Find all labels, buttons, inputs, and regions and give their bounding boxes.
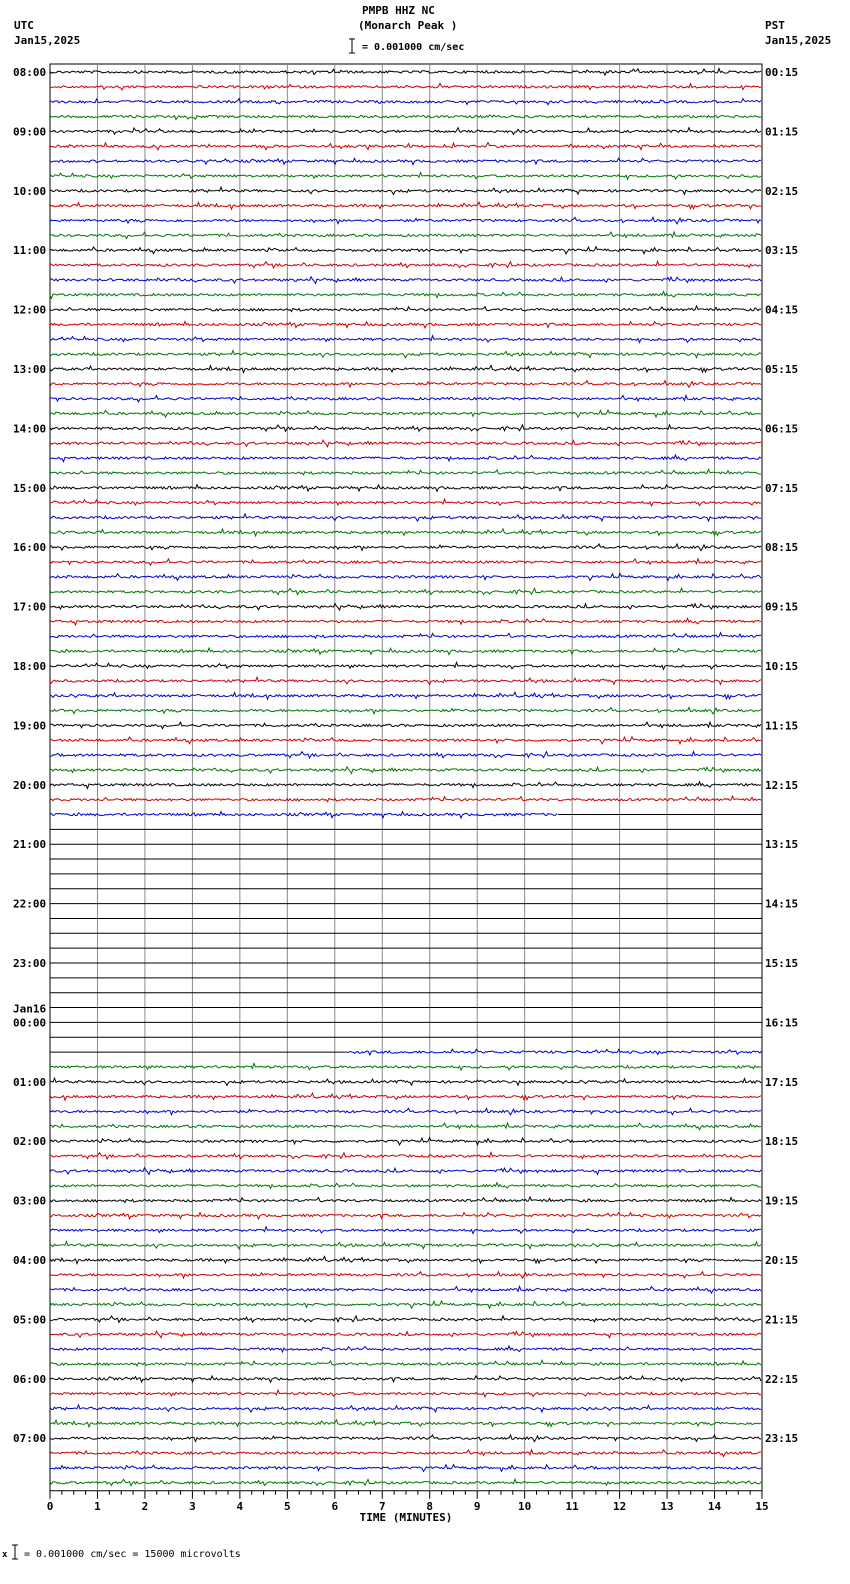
trace-row-signal — [50, 217, 761, 224]
utc-hour-label: 13:00 — [13, 363, 47, 376]
trace-row-signal — [50, 425, 761, 431]
trace-row-signal — [50, 321, 761, 328]
trace-row-signal — [50, 1227, 761, 1234]
utc-hour-label: 23:00 — [13, 957, 47, 970]
trace-row-signal — [50, 1063, 761, 1070]
trace-row-signal — [50, 440, 761, 447]
trace-row-signal — [50, 618, 761, 625]
trace-row-signal — [50, 1465, 761, 1472]
utc-hour-label: 18:00 — [13, 660, 47, 673]
pst-hour-label: 15:15 — [765, 957, 799, 970]
utc-hour-label: 12:00 — [13, 303, 47, 317]
x-tick-label: 8 — [426, 1499, 434, 1513]
utc-hour-label: 05:00 — [13, 1313, 47, 1327]
utc-hour-label: 09:00 — [13, 125, 47, 139]
trace-row-signal — [50, 202, 761, 209]
trace-row-signal — [50, 707, 761, 714]
trace-row-signal — [50, 1123, 761, 1130]
trace-row-signal — [50, 351, 761, 358]
pst-hour-label: 09:15 — [765, 600, 799, 614]
utc-hour-label: 00:00 — [13, 1016, 47, 1030]
utc-label: UTC — [14, 19, 34, 32]
utc-hour-label: 03:00 — [13, 1194, 47, 1208]
pst-hour-label: 02:15 — [765, 184, 799, 198]
utc-date: Jan15,2025 — [14, 34, 81, 47]
trace-row-signal — [50, 410, 761, 417]
pst-hour-label: 17:15 — [765, 1075, 799, 1089]
footer-marker: x — [2, 1550, 8, 1560]
pst-hour-label: 13:15 — [765, 838, 799, 852]
pst-hour-label: 19:15 — [765, 1194, 799, 1208]
trace-row-signal — [50, 559, 761, 566]
trace-row-signal — [50, 1450, 761, 1457]
pst-hour-label: 16:15 — [765, 1016, 799, 1030]
trace-row-signal — [50, 722, 761, 729]
footer-scale-text: = 0.001000 cm/sec = 15000 microvolts — [24, 1549, 241, 1560]
x-tick-label: 1 — [94, 1499, 101, 1513]
pst-hour-label: 06:15 — [765, 422, 799, 436]
trace-row-signal — [50, 1390, 761, 1397]
trace-row-signal — [50, 1301, 761, 1308]
trace-row-signal — [50, 1257, 761, 1264]
pst-hour-label: 01:15 — [765, 125, 799, 139]
trace-row-signal — [344, 1049, 761, 1055]
pst-hour-label: 14:15 — [765, 897, 799, 911]
scale-text: = 0.001000 cm/sec — [362, 42, 465, 53]
trace-row-signal — [50, 277, 761, 284]
pst-hour-label: 18:15 — [765, 1135, 799, 1149]
trace-row-signal — [50, 336, 761, 343]
trace-row-signal — [50, 812, 557, 819]
trace-row-signal — [50, 782, 761, 789]
trace-row-signal — [50, 1360, 761, 1366]
x-tick-label: 5 — [284, 1499, 291, 1513]
trace-row-signal — [50, 172, 761, 179]
trace-row-signal — [50, 366, 761, 373]
utc-hour-label: 10:00 — [13, 184, 47, 198]
trace-row-signal — [50, 1479, 761, 1486]
x-tick-label: 2 — [141, 1499, 149, 1513]
trace-row-signal — [50, 1168, 761, 1175]
trace-row-signal — [50, 158, 761, 164]
trace-row-signal — [50, 574, 761, 581]
trace-row-signal — [50, 1331, 761, 1338]
pst-hour-label: 12:15 — [765, 778, 799, 792]
trace-row-signal — [50, 69, 761, 76]
utc-hour-label: 07:00 — [13, 1432, 47, 1446]
utc-hour-label: 01:00 — [13, 1075, 47, 1089]
utc-hour-label: 21:00 — [13, 838, 47, 852]
trace-row-signal — [50, 677, 761, 684]
pst-date: Jan15,2025 — [765, 34, 832, 47]
utc-hour-label: 08:00 — [13, 66, 47, 79]
trace-row-signal — [50, 604, 761, 611]
trace-row-signal — [50, 1286, 761, 1293]
trace-row-signal — [50, 99, 761, 105]
trace-row-signal — [50, 115, 761, 120]
trace-row-signal — [50, 796, 761, 802]
pst-hour-label: 05:15 — [765, 363, 799, 376]
trace-row-signal — [50, 544, 761, 551]
trace-row-signal — [50, 262, 761, 269]
trace-row-signal — [50, 1242, 761, 1249]
trace-row-signal — [50, 1405, 761, 1412]
trace-row-signal — [50, 1153, 761, 1160]
x-tick-label: 13 — [660, 1499, 674, 1513]
trace-row-signal — [50, 1346, 761, 1352]
trace-row-signal — [50, 83, 761, 90]
trace-row-signal — [50, 1435, 761, 1442]
utc-hour-label: 20:00 — [13, 778, 47, 792]
station-location: (Monarch Peak ) — [358, 19, 458, 32]
trace-row-signal — [50, 128, 761, 135]
trace-row-signal — [50, 232, 761, 239]
x-axis-label: TIME (MINUTES) — [359, 1510, 453, 1524]
x-tick-label: 10 — [518, 1499, 532, 1513]
pst-hour-label: 10:15 — [765, 660, 799, 673]
utc-hour-label: 15:00 — [13, 481, 47, 495]
trace-row-signal — [50, 1108, 761, 1115]
trace-row-signal — [50, 588, 761, 595]
trace-row-signal — [50, 662, 761, 669]
x-tick-label: 11 — [565, 1499, 579, 1513]
x-tick-label: 14 — [707, 1499, 722, 1513]
utc-hour-label: 22:00 — [13, 897, 47, 911]
trace-row-signal — [50, 1272, 761, 1279]
utc-hour-label: 11:00 — [13, 244, 47, 258]
trace-row-signal — [50, 1078, 761, 1085]
trace-row-signal — [50, 1376, 761, 1382]
x-tick-label: 9 — [473, 1499, 481, 1513]
trace-row-signal — [50, 469, 761, 475]
pst-hour-label: 00:15 — [765, 66, 799, 79]
utc-hour-label: 14:00 — [13, 422, 47, 436]
plot-frame — [50, 64, 762, 1491]
utc-hour-label: 04:00 — [13, 1254, 47, 1267]
trace-row-signal — [50, 1197, 761, 1203]
pst-hour-label: 07:15 — [765, 481, 799, 495]
x-tick-label: 0 — [46, 1499, 54, 1513]
trace-row-signal — [50, 143, 761, 150]
trace-row-signal — [50, 381, 761, 388]
x-tick-label: 3 — [189, 1499, 196, 1513]
trace-row-signal — [50, 737, 761, 744]
x-tick-label: 4 — [236, 1499, 244, 1513]
pst-hour-label: 22:15 — [765, 1372, 799, 1386]
footer-scale-bar-icon — [10, 1544, 20, 1562]
x-tick-label: 12 — [612, 1499, 627, 1513]
trace-row-signal — [50, 529, 761, 536]
trace-row-signal — [50, 187, 761, 194]
trace-row-signal — [50, 1213, 761, 1219]
utc-hour-label: 17:00 — [13, 600, 47, 614]
trace-row-signal — [50, 306, 761, 312]
trace-row-signal — [50, 1093, 761, 1100]
trace-row-signal — [50, 247, 761, 254]
trace-row-signal — [50, 292, 761, 299]
trace-row-signal — [50, 455, 761, 462]
station-title: PMPB HHZ NC — [362, 4, 435, 17]
pst-hour-label: 04:15 — [765, 303, 799, 317]
trace-row-signal — [50, 692, 761, 699]
utc-hour-label: 02:00 — [13, 1135, 47, 1149]
pst-hour-label: 23:15 — [765, 1432, 799, 1446]
x-tick-label: 7 — [378, 1499, 386, 1513]
trace-row-signal — [50, 485, 761, 492]
x-tick-label: 15 — [755, 1499, 769, 1513]
pst-hour-label: 20:15 — [765, 1254, 799, 1267]
trace-row-signal — [50, 1183, 761, 1189]
trace-row-signal — [50, 1316, 761, 1322]
trace-row-signal — [50, 767, 761, 774]
trace-row-signal — [50, 752, 761, 758]
trace-row-signal — [50, 1420, 761, 1427]
pst-hour-label: 08:15 — [765, 541, 799, 555]
utc-hour-label: 19:00 — [13, 719, 47, 733]
trace-row-signal — [50, 1138, 761, 1145]
utc-hour-label: 16:00 — [13, 541, 47, 555]
trace-row-signal — [50, 395, 761, 402]
pst-label: PST — [765, 19, 785, 32]
pst-hour-label: 21:15 — [765, 1313, 799, 1327]
utc-hour-label: 06:00 — [13, 1372, 47, 1386]
trace-row-signal — [50, 499, 761, 506]
trace-row-signal — [50, 633, 761, 639]
date-change-label: Jan16 — [13, 1002, 47, 1016]
trace-row-signal — [50, 514, 761, 521]
pst-hour-label: 03:15 — [765, 244, 799, 258]
x-tick-label: 6 — [331, 1499, 339, 1513]
trace-row-signal — [50, 648, 761, 655]
pst-hour-label: 11:15 — [765, 719, 799, 733]
